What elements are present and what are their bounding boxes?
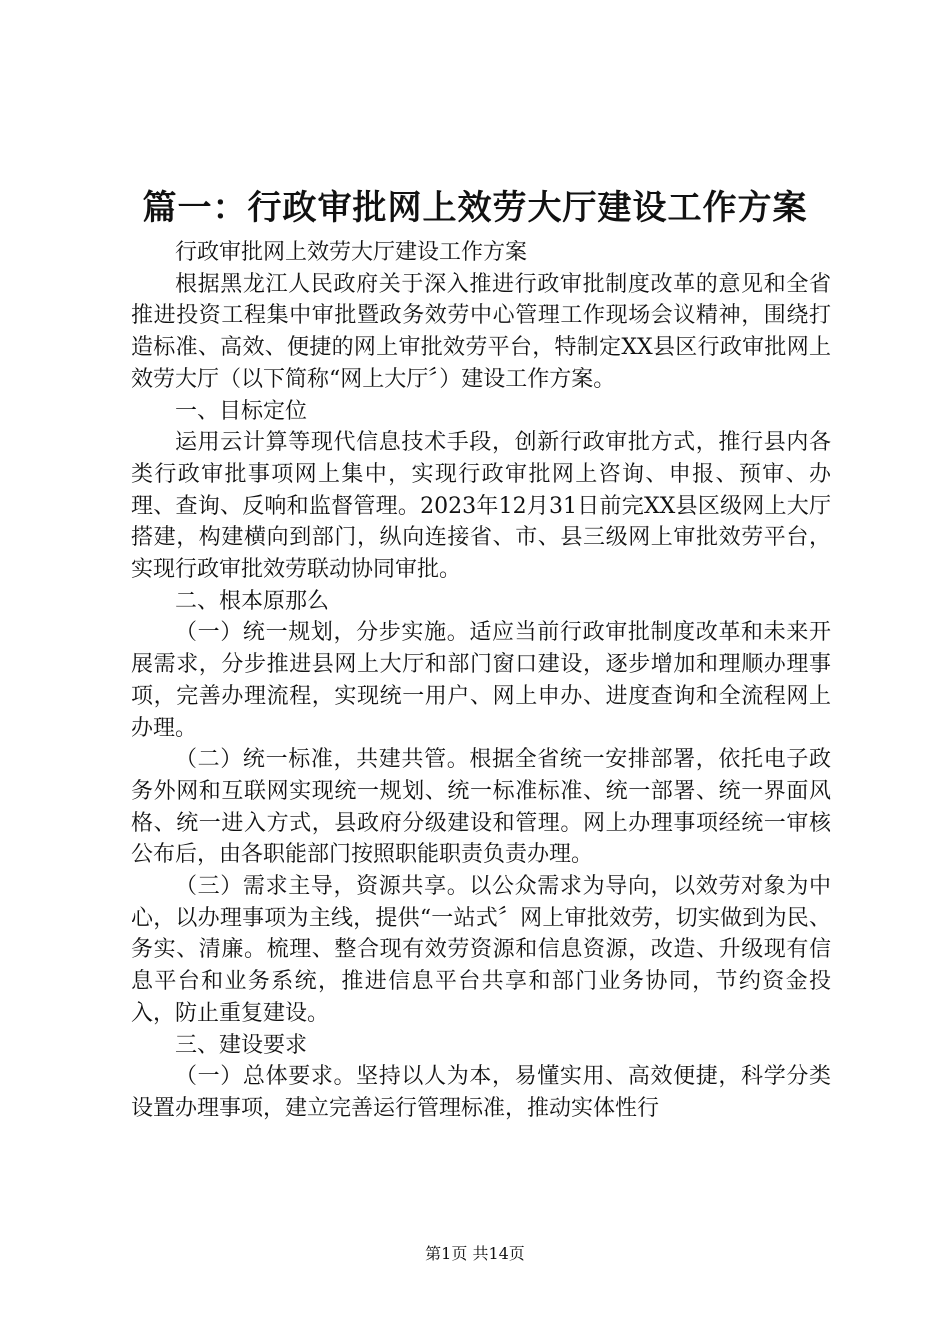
page-footer: 第1页 共14页 xyxy=(425,1244,525,1263)
section-heading-requirements: 三、建设要求 xyxy=(175,1032,308,1058)
subtitle-paragraph: 行政审批网上效劳大厅建设工作方案 xyxy=(175,240,528,265)
principle-paragraph-1: （一）统一规划，分步实施。适应当前行政审批制度改革和未来开展需求，分步推进县网上大厅和部门窗口建设，逐步增加和理顺办理事项，完善办理流程，实现统一用户、网上申办、进度查询和全流程网上办理。 xyxy=(131,620,831,741)
goals-paragraph: 运用云计算等现代信息技术手段，创新行政审批方式，推行县内各类行政审批事项网上集中，实现行政审批网上咨询、申报、预审、办理、查询、反响和监督管理。2023年12月31日前完XX县区级网上大厅搭建，构建横向到部门，纵向连接省、市、县三级网上审批效劳平台，实现行政审批效劳联动协同审批。 xyxy=(131,430,831,583)
principle-paragraph-2: （二）统一标准，共建共管。根据全省统一安排部署，依托电子政务外网和互联网实现统一规划、统一标准标准、统一部署、统一界面风格、统一进入方式，县政府分级建设和管理。网上办理事项经统一审核公布后，由各职能部门按照职能职责负责办理。 xyxy=(131,747,831,868)
document-body xyxy=(131,237,831,1125)
principle-paragraph-3: （三）需求主导，资源共享。以公众需求为导向，以效劳对象为中心，以办理事项为主线，提供“一站式〞网上审批效劳，切实做到为民、务实、清廉。梳理、整合现有效劳资源和信息资源，改造、升级现有信息平台和业务系统，推进信息平台共享和部门业务协同，节约资金投入，防止重复建设。 xyxy=(131,874,831,1026)
requirements-paragraph-1: （一）总体要求。坚持以人为本，易懂实用、高效便捷，科学分类设置办理事项，建立完善运行管理标准，推动实体性行 xyxy=(131,1064,831,1121)
section-heading-principles: 二、根本原那么 xyxy=(175,588,330,614)
intro-paragraph: 根据黑龙江人民政府关于深入推进行政审批制度改革的意见和全省推进投资工程集中审批暨政务效劳中心管理工作现场会议精神，围绕打造标准、高效、便捷的网上审批效劳平台，特制定XX县区行政审批网上效劳大厅（以下简称“网上大厅〞）建设工作方案。 xyxy=(131,271,831,392)
document-title: 篇一：行政审批网上效劳大厅建设工作方案 xyxy=(142,188,808,228)
section-heading-goals: 一、目标定位 xyxy=(175,398,308,424)
